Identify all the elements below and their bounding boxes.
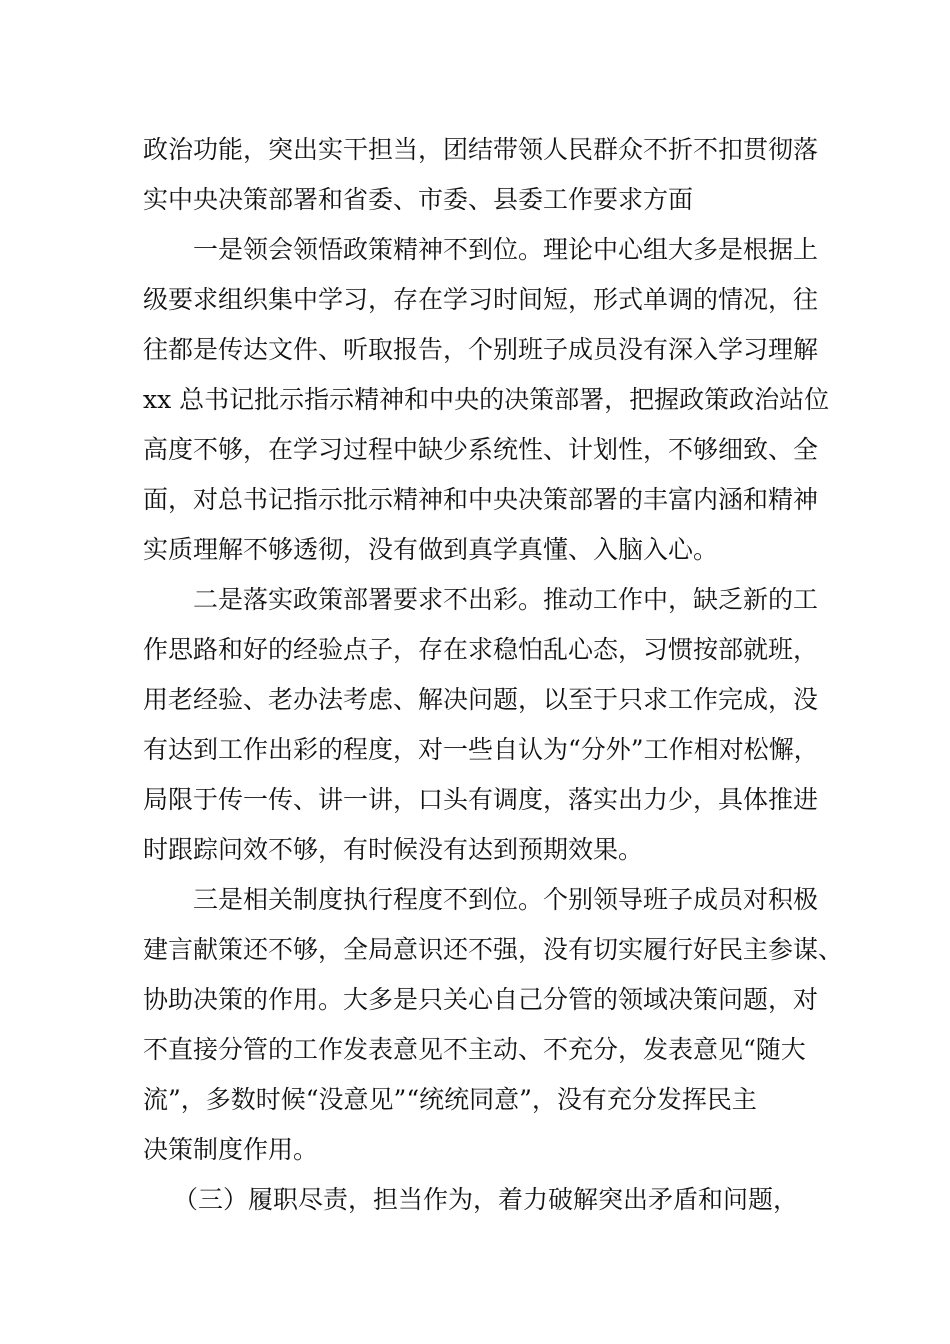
text-line: 往都是传达文件、听取报告，个别班子成员没有深入学习理解 (143, 335, 819, 364)
text-line: 高度不够，在学习过程中缺少系统性、计划性，不够细致、全 (143, 435, 819, 464)
text-line: 决策制度作用。 (143, 1135, 319, 1164)
paragraph-line: 一是领会领悟政策精神不到位。理论中心组大多是根据上 (193, 235, 819, 264)
text-line: 协助决策的作用。大多是只关心自己分管的领域决策问题，对 (143, 985, 819, 1014)
text-line: 流”，多数时候“没意见”“统统同意”，没有充分发挥民主 (143, 1085, 757, 1114)
paragraph-line: 二是落实政策部署要求不出彩。推动工作中，缺乏新的工 (193, 585, 819, 614)
section-heading-line: （三）履职尽责，担当作为，着力破解突出矛盾和问题， (173, 1185, 799, 1214)
text-line: 建言献策还不够，全局意识还不强，没有切实履行好民主参谋、 (143, 935, 844, 964)
paragraph-line: 三是相关制度执行程度不到位。个别领导班子成员对积极 (193, 885, 819, 914)
text-line: 不直接分管的工作发表意见不主动、不充分，发表意见“随大 (143, 1035, 806, 1064)
text-line: 实质理解不够透彻，没有做到真学真懂、入脑入心。 (143, 535, 719, 564)
text-line: xx 总书记批示指示精神和中央的决策部署，把握政策政治站位 (143, 385, 830, 414)
text-line: 面，对总书记指示批示精神和中央决策部署的丰富内涵和精神 (143, 485, 819, 514)
text-line: 用老经验、老办法考虑、解决问题，以至于只求工作完成，没 (143, 685, 819, 714)
text-line: 级要求组织集中学习，存在学习时间短，形式单调的情况，往 (143, 285, 819, 314)
text-line: 政治功能，突出实干担当，团结带领人民群众不折不扣贯彻落 (143, 135, 819, 164)
text-line: 局限于传一传、讲一讲，口头有调度，落实出力少，具体推进 (143, 785, 819, 814)
text-line: 作思路和好的经验点子，存在求稳怕乱心态，习惯按部就班， (143, 635, 819, 664)
text-line: 时跟踪问效不够，有时候没有达到预期效果。 (143, 835, 644, 864)
text-line: 实中央决策部署和省委、市委、县委工作要求方面 (143, 185, 694, 214)
text-line: 有达到工作出彩的程度，对一些自认为“分外”工作相对松懈， (143, 735, 819, 764)
